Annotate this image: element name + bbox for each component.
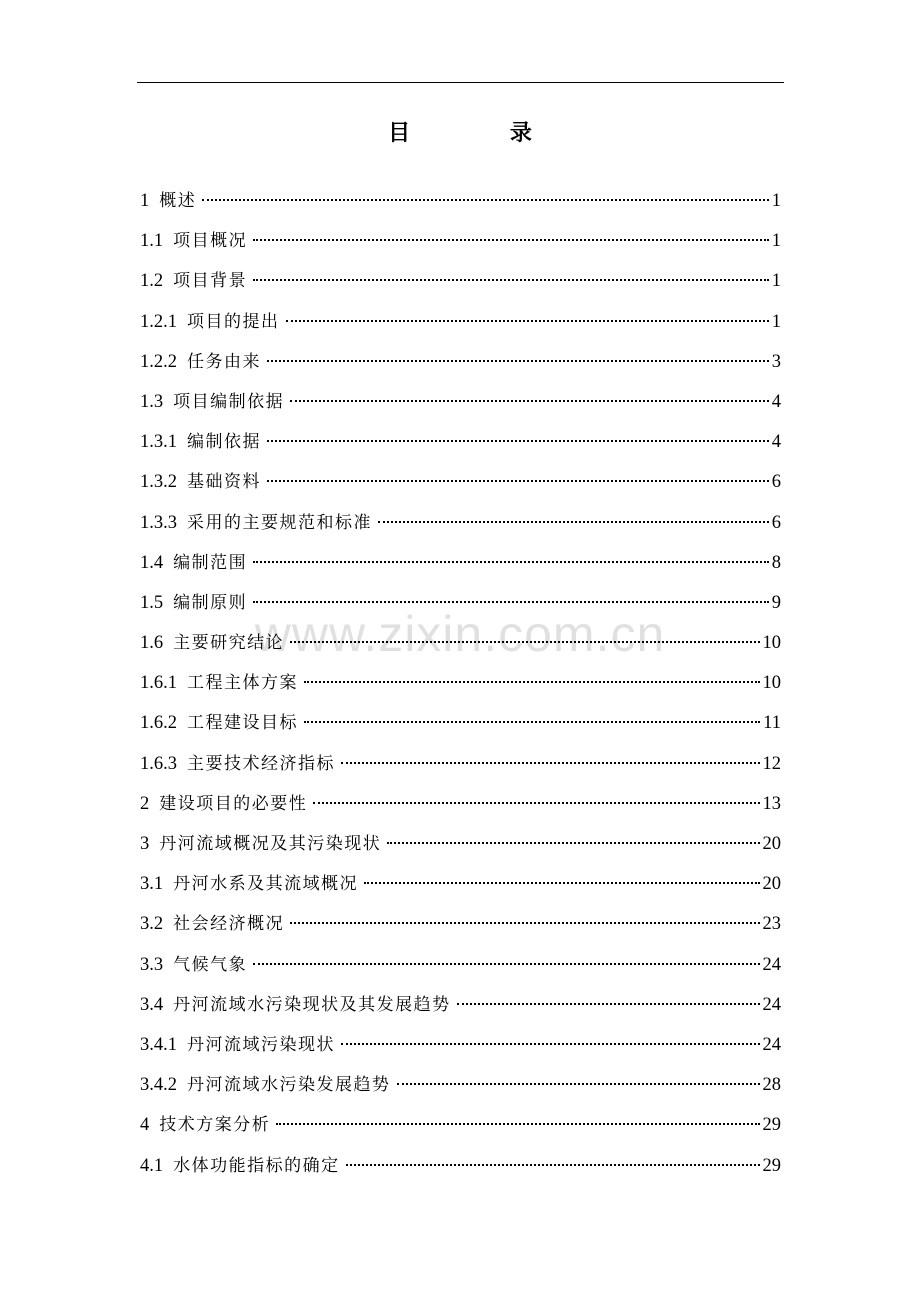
toc-entry-number: 3.1 bbox=[140, 874, 164, 895]
toc-entry-page-number: 10 bbox=[762, 633, 781, 654]
toc-entry-page-number: 4 bbox=[771, 432, 781, 453]
toc-entry-number: 1.2.1 bbox=[140, 311, 177, 332]
toc-entry-title: 技术方案分析 bbox=[159, 1115, 271, 1136]
toc-entry-title: 基础资料 bbox=[187, 472, 261, 493]
toc-entry[interactable] bbox=[140, 427, 781, 467]
toc-dot-leader bbox=[378, 521, 769, 523]
toc-entry[interactable] bbox=[140, 347, 781, 387]
toc-dot-leader bbox=[276, 1123, 759, 1125]
toc-entry-title: 项目的提出 bbox=[187, 311, 280, 332]
toc-entry[interactable] bbox=[140, 708, 781, 748]
toc-entry[interactable] bbox=[140, 950, 781, 990]
toc-entry-number: 1.4 bbox=[140, 552, 164, 573]
toc-entry-title: 主要技术经济指标 bbox=[187, 753, 335, 774]
toc-entry-page-number: 1 bbox=[771, 271, 781, 292]
toc-entry-page-number: 8 bbox=[771, 552, 781, 573]
toc-entry-number: 3 bbox=[140, 834, 150, 854]
toc-entry-page-number: 11 bbox=[763, 713, 781, 734]
toc-entry-title: 气候气象 bbox=[173, 954, 248, 975]
toc-entry-page-number: 28 bbox=[762, 1075, 781, 1096]
toc-entry-page-number: 23 bbox=[762, 914, 781, 935]
toc-entry-title: 编制依据 bbox=[187, 432, 261, 453]
toc-entry-page-number: 29 bbox=[762, 1115, 781, 1136]
toc-entry-title: 项目概况 bbox=[173, 231, 248, 252]
toc-entry[interactable] bbox=[140, 990, 781, 1030]
toc-entry-title: 项目编制依据 bbox=[173, 391, 285, 412]
toc-dot-leader bbox=[346, 1164, 760, 1166]
toc-dot-leader bbox=[286, 320, 769, 322]
toc-entry[interactable] bbox=[140, 749, 781, 789]
toc-entry[interactable] bbox=[140, 1110, 781, 1150]
toc-entry-number: 3.3 bbox=[140, 954, 164, 975]
toc-entry[interactable] bbox=[140, 548, 781, 588]
toc-entry-number: 1.6.3 bbox=[140, 753, 177, 774]
toc-entry-title: 丹河流域污染现状 bbox=[187, 1034, 335, 1055]
toc-entry-title: 项目背景 bbox=[173, 271, 248, 292]
toc-entry-number: 1.3.2 bbox=[140, 472, 177, 493]
toc-dot-leader bbox=[253, 561, 769, 563]
toc-entry[interactable] bbox=[140, 226, 781, 266]
table-of-contents bbox=[140, 186, 781, 1191]
toc-dot-leader bbox=[290, 400, 769, 402]
toc-dot-leader bbox=[364, 882, 759, 884]
page-title: 目 录 bbox=[388, 121, 578, 146]
toc-entry-number: 1.6.1 bbox=[140, 673, 177, 694]
toc-entry-title: 概述 bbox=[159, 191, 197, 211]
toc-entry-page-number: 9 bbox=[771, 592, 781, 613]
toc-entry-page-number: 6 bbox=[771, 472, 781, 493]
toc-entry-number: 2 bbox=[140, 793, 150, 814]
toc-entry[interactable] bbox=[140, 628, 781, 668]
toc-entry[interactable] bbox=[140, 266, 781, 306]
toc-entry[interactable] bbox=[140, 588, 781, 628]
toc-entry-number: 1.6.2 bbox=[140, 713, 177, 734]
toc-dot-leader bbox=[253, 963, 759, 965]
toc-entry-page-number: 24 bbox=[762, 1034, 781, 1055]
toc-entry-page-number: 3 bbox=[771, 351, 781, 372]
toc-entry[interactable] bbox=[140, 668, 781, 708]
watermark: www.zixin.com.cn bbox=[254, 606, 666, 662]
toc-entry-number: 3.4.1 bbox=[140, 1034, 177, 1055]
toc-entry-page-number: 6 bbox=[771, 512, 781, 533]
toc-entry[interactable] bbox=[140, 387, 781, 427]
toc-entry-title: 丹河流域水污染发展趋势 bbox=[187, 1075, 391, 1096]
toc-dot-leader bbox=[313, 802, 759, 804]
toc-dot-leader bbox=[253, 279, 769, 281]
toc-entry-number: 1.3 bbox=[140, 391, 164, 412]
toc-entry-page-number: 20 bbox=[762, 834, 781, 854]
toc-entry-number: 4.1 bbox=[140, 1155, 164, 1176]
toc-dot-leader bbox=[267, 480, 769, 482]
toc-dot-leader bbox=[457, 1003, 760, 1005]
toc-dot-leader bbox=[290, 922, 759, 924]
toc-entry-number: 1.2 bbox=[140, 271, 164, 292]
toc-entry-title: 工程建设目标 bbox=[187, 713, 298, 734]
toc-entry[interactable] bbox=[140, 467, 781, 507]
toc-entry-title: 编制原则 bbox=[173, 592, 248, 613]
toc-entry-number: 1.3.1 bbox=[140, 432, 177, 453]
toc-dot-leader bbox=[387, 842, 759, 844]
toc-entry[interactable] bbox=[140, 307, 781, 347]
toc-entry-number: 1.3.3 bbox=[140, 512, 177, 533]
toc-dot-leader bbox=[253, 601, 769, 603]
toc-entry-number: 3.2 bbox=[140, 914, 164, 935]
toc-entry-title: 工程主体方案 bbox=[187, 673, 298, 694]
toc-entry[interactable] bbox=[140, 1070, 781, 1110]
toc-entry-number: 1.1 bbox=[140, 231, 164, 252]
toc-entry-number: 1.6 bbox=[140, 633, 164, 654]
toc-entry-page-number: 10 bbox=[762, 673, 781, 694]
toc-dot-leader bbox=[304, 681, 760, 683]
toc-entry-number: 4 bbox=[140, 1115, 150, 1136]
toc-dot-leader bbox=[202, 199, 769, 201]
toc-dot-leader bbox=[341, 1043, 760, 1045]
toc-dot-leader bbox=[341, 762, 760, 764]
toc-dot-leader bbox=[397, 1083, 760, 1085]
toc-entry[interactable] bbox=[140, 186, 781, 226]
toc-entry-title: 建设项目的必要性 bbox=[159, 793, 308, 814]
toc-entry-page-number: 24 bbox=[762, 954, 781, 975]
toc-dot-leader bbox=[290, 641, 759, 643]
toc-entry-page-number: 24 bbox=[762, 994, 781, 1015]
toc-entry-page-number: 13 bbox=[762, 793, 781, 814]
toc-entry-page-number: 1 bbox=[771, 231, 781, 252]
header-rule bbox=[137, 82, 784, 83]
toc-entry-page-number: 1 bbox=[771, 311, 781, 332]
toc-entry[interactable] bbox=[140, 508, 781, 548]
toc-entry[interactable] bbox=[140, 869, 781, 909]
toc-entry-title: 水体功能指标的确定 bbox=[173, 1155, 340, 1176]
toc-entry-page-number: 4 bbox=[771, 391, 781, 412]
toc-entry[interactable] bbox=[140, 1030, 781, 1070]
toc-entry[interactable] bbox=[140, 909, 781, 949]
toc-entry-title: 丹河流域水污染现状及其发展趋势 bbox=[173, 994, 451, 1015]
toc-entry-number: 1.2.2 bbox=[140, 351, 177, 372]
toc-dot-leader bbox=[304, 721, 760, 723]
toc-entry-number: 1 bbox=[140, 191, 150, 211]
toc-entry[interactable] bbox=[140, 829, 781, 869]
toc-entry-number: 3.4 bbox=[140, 994, 164, 1015]
toc-entry-number: 1.5 bbox=[140, 592, 164, 613]
toc-entry-title: 采用的主要规范和标准 bbox=[187, 512, 372, 533]
toc-entry-page-number: 29 bbox=[762, 1155, 781, 1176]
toc-entry-title: 编制范围 bbox=[173, 552, 248, 573]
toc-dot-leader bbox=[267, 440, 769, 442]
toc-dot-leader bbox=[253, 239, 769, 241]
toc-entry-title: 丹河流域概况及其污染现状 bbox=[159, 834, 382, 854]
toc-entry-title: 主要研究结论 bbox=[173, 633, 285, 654]
toc-entry-number: 3.4.2 bbox=[140, 1075, 177, 1096]
toc-entry[interactable] bbox=[140, 1151, 781, 1191]
toc-entry-title: 任务由来 bbox=[187, 351, 261, 372]
toc-entry[interactable] bbox=[140, 789, 781, 829]
toc-entry-title: 社会经济概况 bbox=[173, 914, 285, 935]
toc-entry-page-number: 20 bbox=[762, 874, 781, 895]
toc-entry-page-number: 1 bbox=[771, 191, 781, 211]
toc-dot-leader bbox=[267, 360, 769, 362]
toc-entry-title: 丹河水系及其流域概况 bbox=[173, 874, 359, 895]
toc-entry-page-number: 12 bbox=[762, 753, 781, 774]
